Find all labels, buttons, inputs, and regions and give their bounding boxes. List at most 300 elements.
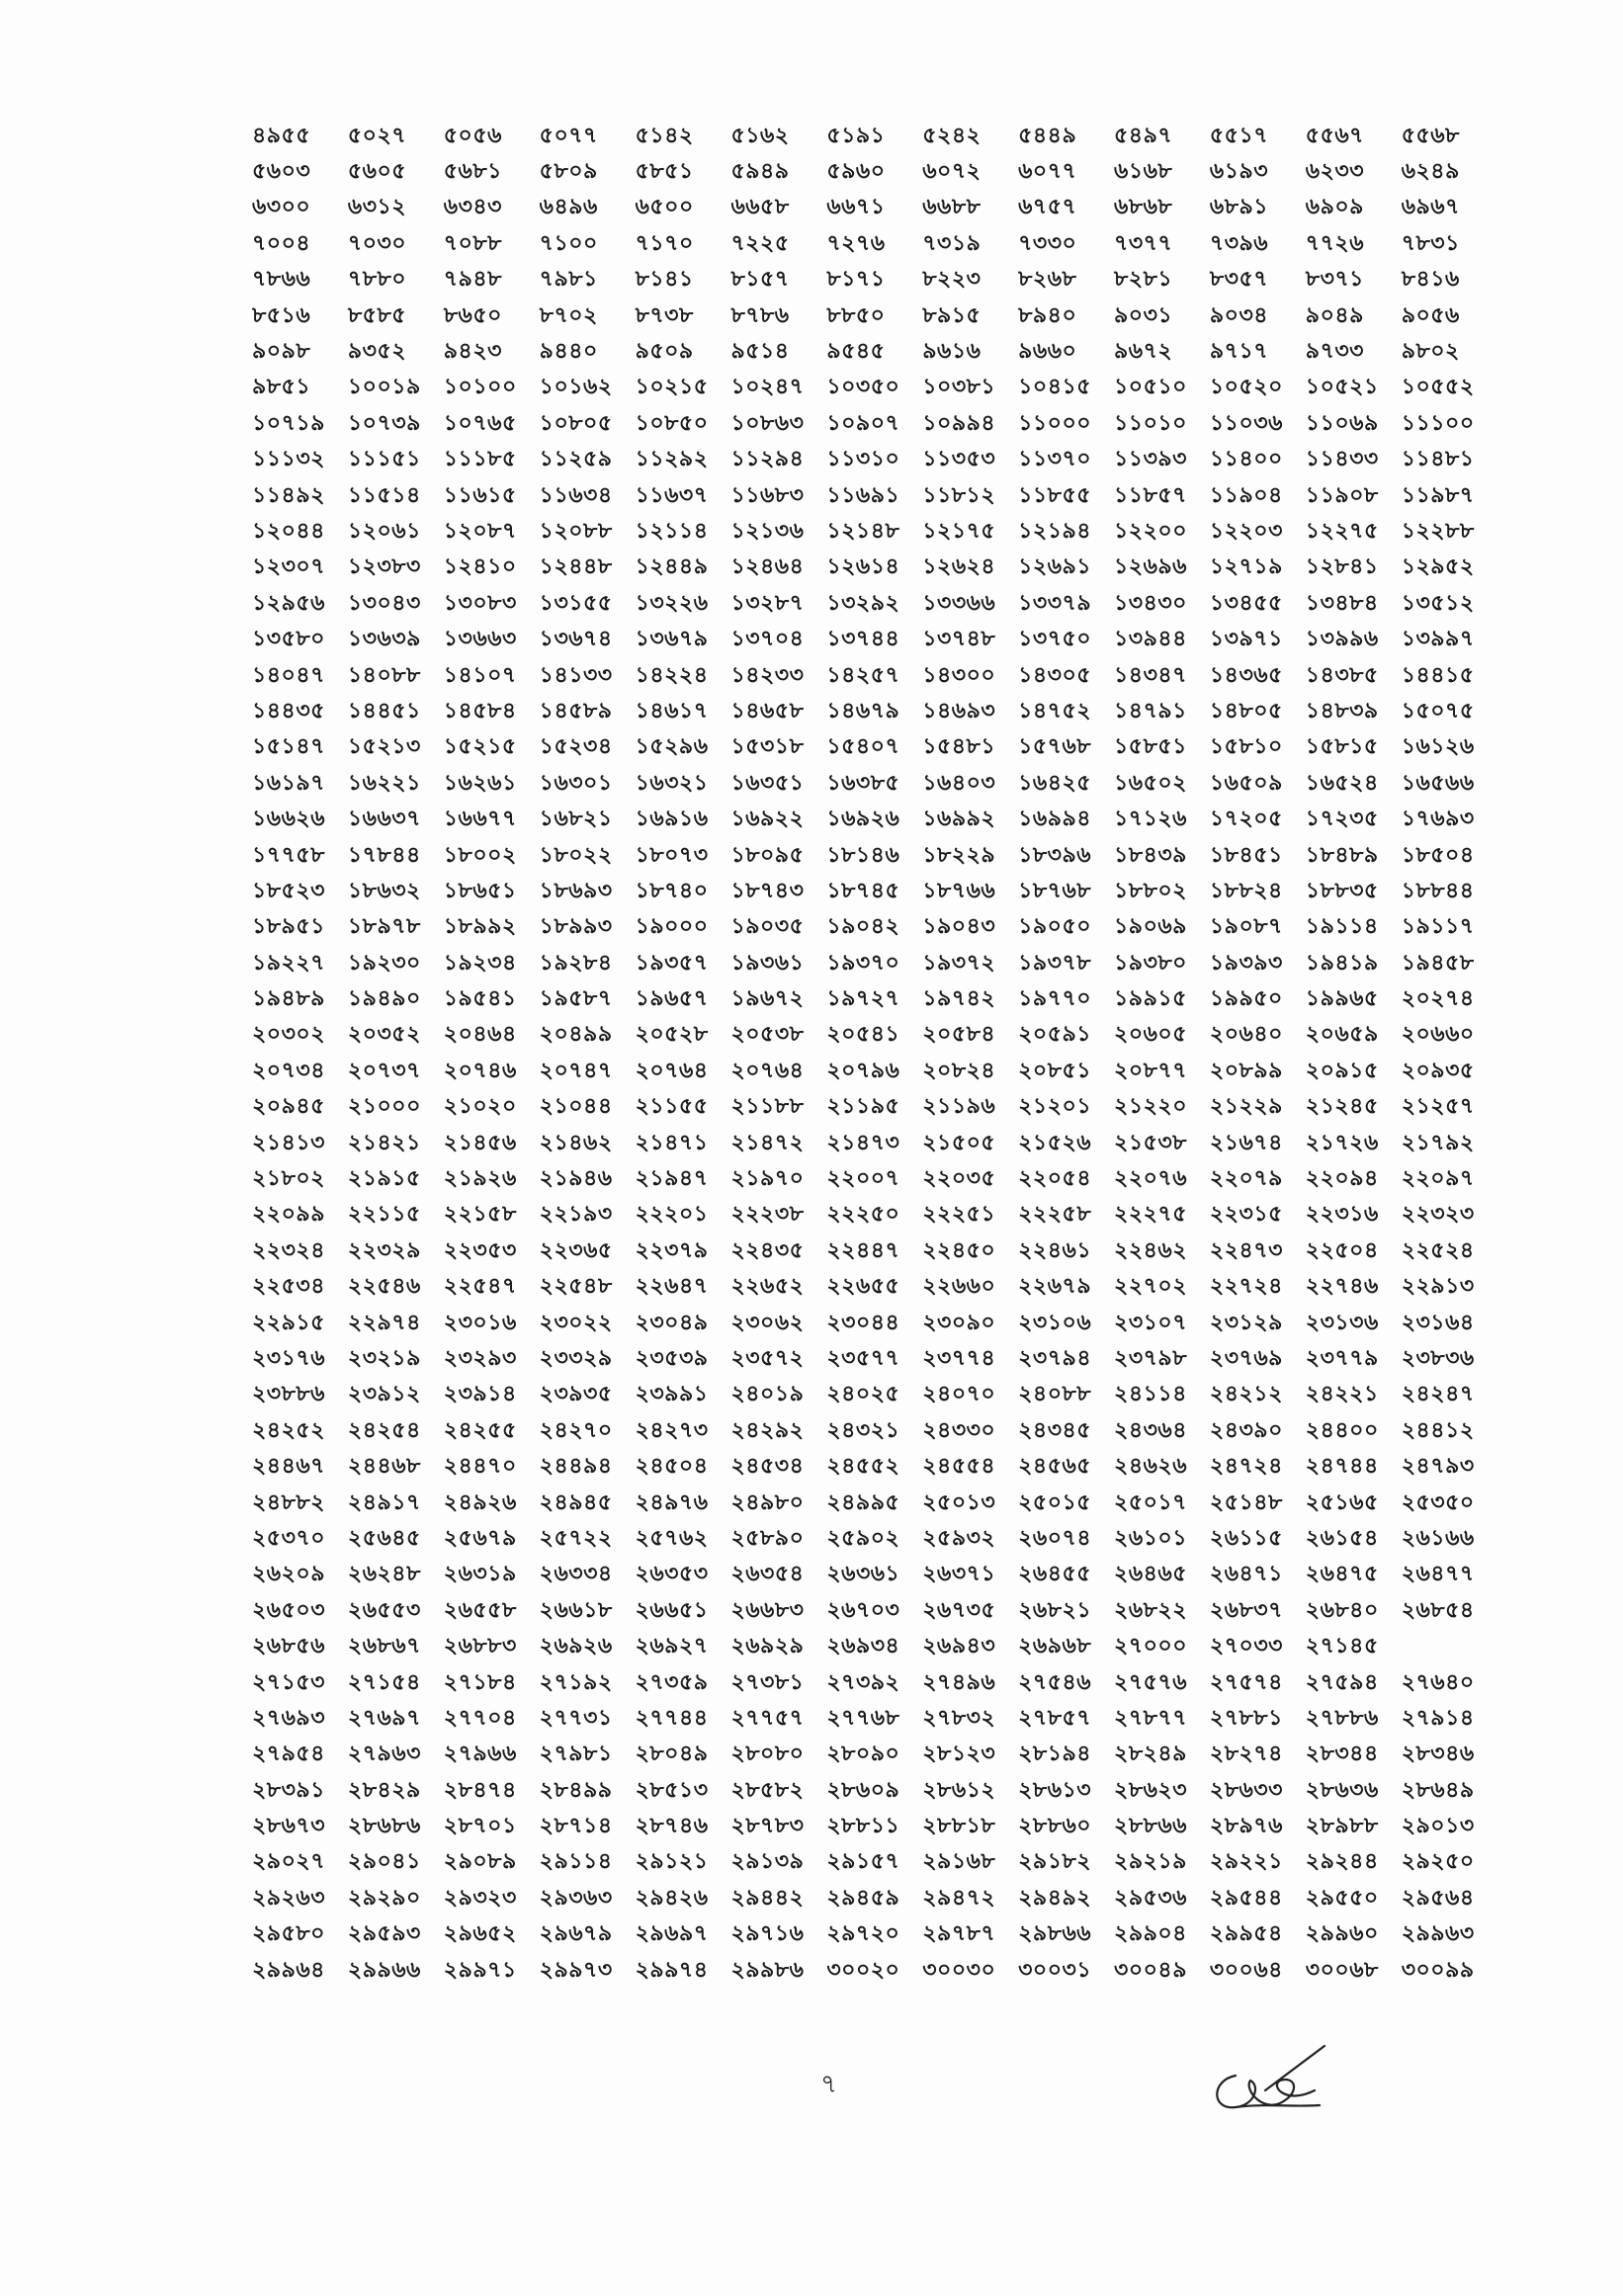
roll-number: ২৯৯৬৩ xyxy=(1401,1921,1475,1947)
roll-number: ২৮৮১৮ xyxy=(922,1814,996,1839)
roll-number: ২২৬৫৫ xyxy=(826,1274,900,1300)
roll-number: ২৮৫৮২ xyxy=(730,1777,805,1803)
roll-number: ৮৭৮৬ xyxy=(730,302,790,328)
roll-number: ২৩২১৯ xyxy=(347,1345,421,1371)
roll-number: ১১৯৮৭ xyxy=(1401,482,1475,508)
roll-number: ২৭৪৯৬ xyxy=(922,1669,996,1695)
roll-number: ১১৫১৪ xyxy=(347,482,421,508)
roll-number: ৮৪১৬ xyxy=(1401,267,1460,293)
roll-number: ২৯৭১৬ xyxy=(730,1921,805,1947)
roll-number: ২০৬৪০ xyxy=(1209,1022,1283,1048)
roll-number: ১৩৯৭১ xyxy=(1209,627,1283,652)
roll-number: ২২০০৭ xyxy=(826,1166,900,1192)
roll-number: ২৯৯৫৪ xyxy=(1209,1921,1283,1947)
roll-number: ২২১১৫ xyxy=(347,1202,421,1228)
roll-number: ১৩৩৬৬ xyxy=(922,590,996,616)
roll-number: ১০৫৫২ xyxy=(1401,375,1475,400)
roll-number: ১৯২৩০ xyxy=(347,950,421,976)
roll-number: ১২৮৪১ xyxy=(1305,554,1379,580)
roll-number: ৮১৭১ xyxy=(826,267,886,293)
roll-number: ২৩৭৭৯ xyxy=(1305,1345,1379,1371)
roll-number: ১৬৯২৬ xyxy=(826,807,900,832)
roll-number: ১৯১১৭ xyxy=(1401,914,1475,940)
roll-number: ২৪২৫৫ xyxy=(443,1417,517,1443)
roll-number: ১১১৮৫ xyxy=(443,447,517,472)
roll-number: ১৯৪৯০ xyxy=(347,986,421,1012)
roll-number: ২০৭৬৪ xyxy=(635,1058,709,1083)
roll-number: ২৭৩৫৯ xyxy=(635,1669,709,1695)
number-row xyxy=(252,1090,1497,1126)
roll-number: ১৬৫৬৬ xyxy=(1401,770,1475,796)
roll-number: ৯০৫৬ xyxy=(1401,302,1460,328)
roll-number: ২৯০১৩ xyxy=(1401,1814,1475,1839)
roll-number: ২৮৯৮৮ xyxy=(1305,1814,1379,1839)
roll-number: ১৫৪০৭ xyxy=(826,734,900,760)
roll-number: ২৯১২১ xyxy=(635,1849,709,1875)
roll-number: ২৯৭৮৭ xyxy=(922,1921,996,1947)
roll-number: ৬১৯৩ xyxy=(1209,159,1269,185)
roll-number: ২৭৫৭৬ xyxy=(1114,1669,1188,1695)
roll-number: ৬০৭২ xyxy=(922,159,982,185)
roll-number: ৮৩৫৭ xyxy=(1209,267,1269,293)
roll-number: ৯৭৩৩ xyxy=(1305,339,1364,365)
roll-number: ২০৫৪১ xyxy=(826,1022,900,1048)
roll-number: ৬৬৭১ xyxy=(826,195,886,220)
roll-number: ১৮১৪৬ xyxy=(826,842,900,868)
roll-number: ২৬৯৩৪ xyxy=(826,1634,900,1659)
number-row xyxy=(252,406,1497,442)
number-row xyxy=(252,1845,1497,1881)
roll-number: ১১২৯২ xyxy=(635,447,709,472)
roll-number: ২৩৭৯৮ xyxy=(1114,1345,1187,1371)
roll-number: ২৪২১২ xyxy=(1209,1382,1283,1407)
roll-number: ১১৮১২ xyxy=(922,482,996,508)
roll-number: ৭৩৯৬ xyxy=(1209,230,1269,256)
roll-number: ৭১০০ xyxy=(539,230,598,256)
roll-number: ২৬৮২১ xyxy=(1018,1597,1092,1623)
roll-number: ১৬৯৯২ xyxy=(922,807,996,832)
roll-number: ১১৪৮১ xyxy=(1401,447,1475,472)
roll-number: ২৪০৮৮ xyxy=(1018,1382,1092,1407)
roll-number: ২৯৬৭৯ xyxy=(539,1921,613,1947)
roll-number: ২৯৮৬৬ xyxy=(1018,1921,1092,1947)
roll-number: ১৪৫৮৪ xyxy=(443,698,517,723)
roll-number: ১৬৬৭৭ xyxy=(443,807,517,832)
roll-number: ২২২৫১ xyxy=(922,1202,996,1228)
roll-number: ২২৭২৪ xyxy=(1209,1274,1283,1300)
roll-number: ১৪৪৫১ xyxy=(347,698,421,723)
roll-number: ১১৩৯৩ xyxy=(1114,447,1187,472)
roll-number: ২৬৪৭১ xyxy=(1209,1562,1283,1587)
roll-number: ১৯০৩৫ xyxy=(730,914,805,940)
roll-number: ২৯৩৬৩ xyxy=(539,1885,613,1911)
number-row xyxy=(252,910,1497,946)
roll-number: ২১২২৯ xyxy=(1209,1094,1283,1120)
roll-number: ২২৫৪৮ xyxy=(539,1274,613,1300)
roll-number: ২০৮৫১ xyxy=(1018,1058,1092,1083)
roll-number: ১১৬৯১ xyxy=(826,482,900,508)
number-row xyxy=(252,191,1497,226)
roll-number: ৬৯০৯ xyxy=(1305,195,1364,220)
roll-number: ২১৭২৬ xyxy=(1305,1130,1379,1155)
roll-number: ২৩৮৮৬ xyxy=(252,1382,325,1407)
roll-number: ১৩৫৮০ xyxy=(252,627,325,652)
roll-number: ১১৯০৪ xyxy=(1209,482,1283,508)
roll-number: ১২৪৬৪ xyxy=(730,554,805,580)
roll-number: ২৯৪২৬ xyxy=(635,1885,709,1911)
roll-number: ২৩৯৩৫ xyxy=(539,1382,613,1407)
roll-number: ৫৮০৯ xyxy=(539,159,598,185)
roll-number: ১২১১৪ xyxy=(635,519,709,544)
roll-number: ২১৪৭৩ xyxy=(826,1130,900,1155)
roll-number: ২১৫৩৮ xyxy=(1114,1130,1187,1155)
roll-number: ৬২৩৩ xyxy=(1305,159,1365,185)
roll-number: ২৬৯২৯ xyxy=(730,1634,805,1659)
roll-number: ১৮৮৩৫ xyxy=(1305,878,1379,903)
roll-number: ২৬২৪৮ xyxy=(347,1562,421,1587)
number-row xyxy=(252,586,1497,622)
roll-number: ২৯৯৬৬ xyxy=(347,1957,421,1983)
number-row xyxy=(252,263,1497,298)
roll-number: ২৩৯৯১ xyxy=(635,1382,709,1407)
roll-number: ২৮৬০৯ xyxy=(826,1777,900,1803)
number-row xyxy=(252,226,1497,262)
roll-number: ২৩৩২৯ xyxy=(539,1345,613,1371)
roll-number: ২৮১২৩ xyxy=(922,1742,996,1767)
roll-number: ২৪৩৯০ xyxy=(1209,1417,1283,1443)
roll-number: ২৯৯৭৩ xyxy=(539,1957,613,1983)
roll-number: ২৬৮৪০ xyxy=(1305,1597,1379,1623)
roll-number: ৯০৩১ xyxy=(1114,302,1173,328)
roll-number: ২৩১০৬ xyxy=(1018,1310,1092,1335)
roll-number: ১৩৩৭৯ xyxy=(1018,590,1092,616)
roll-number: ২৭৬৯৭ xyxy=(347,1705,421,1731)
roll-number: ২৪২৫৪ xyxy=(347,1417,421,1443)
roll-number: ২১৮০২ xyxy=(252,1166,325,1192)
roll-number: ১২২০০ xyxy=(1114,519,1188,544)
roll-number: ২৬৪৭৫ xyxy=(1305,1562,1379,1587)
roll-number: ২৪৫৩৪ xyxy=(730,1454,805,1480)
roll-number: ২৮০৪৯ xyxy=(635,1742,709,1767)
roll-number: ৮২৮১ xyxy=(1114,267,1173,293)
roll-number: ১৪৩৮৫ xyxy=(1305,662,1379,688)
roll-number: ২৮৬৩৬ xyxy=(1305,1777,1379,1803)
roll-number: ২৯৯০৪ xyxy=(1114,1921,1187,1947)
roll-number: ২০৮৭৭ xyxy=(1114,1058,1188,1083)
number-row xyxy=(252,1738,1497,1773)
roll-number: ২৭৯৬৬ xyxy=(443,1742,517,1767)
roll-number: ২৬৪৭৭ xyxy=(1401,1562,1475,1587)
roll-number: ১৮৭৬৬ xyxy=(922,878,996,903)
roll-number: ২৪৯৮০ xyxy=(730,1489,805,1515)
roll-number: ১২৭১৯ xyxy=(1209,554,1283,580)
roll-number: ২৬২০৯ xyxy=(252,1562,325,1587)
roll-number: ২৭০৩৩ xyxy=(1209,1634,1283,1659)
roll-number: ২৪২৪৭ xyxy=(1401,1382,1475,1407)
roll-number: ৭৭২৬ xyxy=(1305,230,1365,256)
roll-number: ১৯৭২৭ xyxy=(826,986,900,1012)
roll-number: ২২৩১৫ xyxy=(1209,1202,1283,1228)
roll-number: ২২৬৫২ xyxy=(730,1274,805,1300)
roll-number: ২৮৪২৯ xyxy=(347,1777,421,1803)
roll-number: ২৭৩৮১ xyxy=(730,1669,805,1695)
roll-number: ১৪২৫৭ xyxy=(826,662,900,688)
roll-number: ২৮৩৪৪ xyxy=(1305,1742,1379,1767)
roll-number: ২৯১৬৮ xyxy=(922,1849,996,1875)
roll-number: ১৯৬৫৭ xyxy=(635,986,709,1012)
roll-number: ১১৬১৫ xyxy=(443,482,517,508)
roll-number: ২২০৭৯ xyxy=(1209,1166,1283,1192)
roll-number: ২৭৭৩১ xyxy=(539,1705,613,1731)
roll-number: ১৭৬৯৩ xyxy=(1401,807,1475,832)
roll-number: ২০৮২৪ xyxy=(922,1058,996,1083)
roll-number: ২০৯১৫ xyxy=(1305,1058,1379,1083)
roll-number: ২৮৬৮৬ xyxy=(347,1814,421,1839)
roll-number: ২২৪৬১ xyxy=(1018,1237,1092,1263)
roll-number: ৩০০৩১ xyxy=(1018,1957,1092,1983)
roll-number: ৮৩৭১ xyxy=(1305,267,1364,293)
roll-number: ২১১৫৫ xyxy=(635,1094,709,1120)
roll-number: ২২৫৩৪ xyxy=(252,1274,325,1300)
roll-number: ১২৬১৪ xyxy=(826,554,900,580)
roll-number: ১৪৬৭৯ xyxy=(826,698,900,723)
roll-number: ৫৬৮১ xyxy=(443,159,502,185)
roll-number: ১৩৬৩৯ xyxy=(347,627,421,652)
roll-number: ১০৮৬৩ xyxy=(730,410,805,436)
roll-number: ২৯২৯০ xyxy=(347,1885,421,1911)
number-row xyxy=(252,658,1497,694)
roll-number: ২৬৮৩৭ xyxy=(1209,1597,1283,1623)
roll-number: ৬৩৪৩ xyxy=(443,195,502,220)
roll-number: ২০৭৪৬ xyxy=(443,1058,517,1083)
roll-number: ২৭১৯২ xyxy=(539,1669,613,1695)
roll-number: ২৪৭২৪ xyxy=(1209,1454,1283,1480)
roll-number: ২১০০০ xyxy=(347,1094,421,1120)
roll-number: ২৪৩৬৪ xyxy=(1114,1417,1187,1443)
roll-number: ২৪৫৫৪ xyxy=(922,1454,996,1480)
roll-number: ২২৪৫০ xyxy=(922,1237,996,1263)
roll-number: ৭৮৮০ xyxy=(347,267,407,293)
roll-number: ১২০৪৪ xyxy=(252,519,325,544)
roll-number: ২১১৮৮ xyxy=(730,1094,805,1120)
roll-number: ২৩০৪৯ xyxy=(635,1310,709,1335)
roll-number: ৮১৫৭ xyxy=(730,267,790,293)
number-row xyxy=(252,1413,1497,1449)
roll-number: ২৩১২৯ xyxy=(1209,1310,1283,1335)
roll-number: ১৪৩০০ xyxy=(922,662,996,688)
roll-number: ১৮৯৫১ xyxy=(252,914,325,940)
roll-number: ২৯৭২০ xyxy=(826,1921,900,1947)
number-row xyxy=(252,981,1497,1017)
roll-number: ৯৫৪৫ xyxy=(826,339,886,365)
roll-number: ১৯০৪২ xyxy=(826,914,900,940)
roll-number: ২৪৩২১ xyxy=(826,1417,900,1443)
roll-number: ২৬৮৮৩ xyxy=(443,1634,517,1659)
roll-number: ২২৭৪৬ xyxy=(1305,1274,1379,1300)
roll-number: ১৩৪৮৪ xyxy=(1305,590,1379,616)
roll-number: ২২৬৭৯ xyxy=(1018,1274,1092,1300)
number-row xyxy=(252,1558,1497,1593)
roll-number: ২০৫২৮ xyxy=(635,1022,709,1048)
roll-number: ২২২৫৮ xyxy=(1018,1202,1092,1228)
roll-number: ২১৪৬২ xyxy=(539,1130,613,1155)
roll-number: ২৮৭১৪ xyxy=(539,1814,613,1839)
roll-number: ২২৭০২ xyxy=(1114,1274,1188,1300)
roll-number: ২৯৫৮০ xyxy=(252,1921,325,1947)
number-row xyxy=(252,766,1497,802)
roll-number: ১৫৮১৫ xyxy=(1305,734,1379,760)
roll-number: ১৯২৮৪ xyxy=(539,950,613,976)
roll-number: ২৭১৫৩ xyxy=(252,1669,325,1695)
roll-number: ২৮৭৪৬ xyxy=(635,1814,709,1839)
roll-number: ২০৭৪৭ xyxy=(539,1058,613,1083)
roll-number: ২৪৯৯৫ xyxy=(826,1489,900,1515)
roll-number: ২২৫২৪ xyxy=(1401,1237,1475,1263)
roll-number: ২৭৬৪০ xyxy=(1401,1669,1475,1695)
roll-number: ৮৭৩৮ xyxy=(635,302,694,328)
roll-number: ১৮৮২৪ xyxy=(1209,878,1283,903)
roll-number: ১১৪৩৩ xyxy=(1305,447,1379,472)
roll-number: ২৬৩৭১ xyxy=(922,1562,996,1587)
roll-number: ৬৬৫৮ xyxy=(730,195,790,220)
roll-number: ২৩০২২ xyxy=(539,1310,613,1335)
roll-number: ২৯১৮২ xyxy=(1018,1849,1092,1875)
roll-number: ১০৪১৫ xyxy=(1018,375,1092,400)
roll-number: ২৬৬৫১ xyxy=(635,1597,709,1623)
number-row xyxy=(252,1917,1497,1953)
roll-number: ২৯৯৭৪ xyxy=(635,1957,709,1983)
roll-number: ২২০৯৭ xyxy=(1401,1166,1475,1192)
roll-number: ১৯৪৮৯ xyxy=(252,986,325,1012)
roll-number: ১১২৫৯ xyxy=(539,447,613,472)
roll-number: ১৬৩৮৫ xyxy=(826,770,900,796)
roll-number: ১৫৮১০ xyxy=(1209,734,1283,760)
roll-number: ২২২৫০ xyxy=(826,1202,900,1228)
roll-number: ৮৯১৫ xyxy=(922,302,982,328)
roll-number-grid xyxy=(252,119,1497,1989)
roll-number: ২৩০১৬ xyxy=(443,1310,517,1335)
roll-number: ১৬৫০৯ xyxy=(1209,770,1283,796)
roll-number: ২৪১১৪ xyxy=(1114,1382,1187,1407)
roll-number: ২৮৬১৩ xyxy=(1018,1777,1092,1803)
number-row xyxy=(252,802,1497,837)
roll-number: ৯৩৫২ xyxy=(347,339,407,365)
number-row xyxy=(252,1809,1497,1844)
roll-number: ৯৪২৩ xyxy=(443,339,502,365)
roll-number: ২৯২৬৩ xyxy=(252,1885,325,1911)
roll-number: ২৯৪৯২ xyxy=(1018,1885,1092,1911)
roll-number: ১৪২২৪ xyxy=(635,662,709,688)
roll-number: ৯৭১৭ xyxy=(1209,339,1269,365)
roll-number: ২০৬৬০ xyxy=(1401,1022,1475,1048)
roll-number: ১২৬৯১ xyxy=(1018,554,1092,580)
number-row xyxy=(252,1161,1497,1197)
roll-number: ২২২৭৫ xyxy=(1114,1202,1188,1228)
roll-number: ১৯৯৫০ xyxy=(1209,986,1283,1012)
roll-number: ২৭৬৯৩ xyxy=(252,1705,325,1731)
roll-number: ৭৮৬৬ xyxy=(252,267,311,293)
roll-number: ৯০৩৪ xyxy=(1209,302,1269,328)
roll-number: ২২৫৪৭ xyxy=(443,1274,517,1300)
roll-number: ২৪৪৬৮ xyxy=(347,1454,421,1480)
roll-number: ২৭৭০৪ xyxy=(443,1705,517,1731)
roll-number: ২১৯৪৭ xyxy=(635,1166,709,1192)
roll-number: ২৫৭২২ xyxy=(539,1525,613,1551)
roll-number: ৪৯৫৫ xyxy=(252,123,311,148)
roll-number: ৬৮৯১ xyxy=(1209,195,1269,220)
roll-number: ১৬৯২২ xyxy=(730,807,805,832)
roll-number: ১৩৬৬৩ xyxy=(443,627,517,652)
roll-number: ২৩৯১২ xyxy=(347,1382,421,1407)
roll-number: ২২৩২৪ xyxy=(252,1237,325,1263)
roll-number: ৫০৫৬ xyxy=(443,123,502,148)
roll-number: ২৮২৪৯ xyxy=(1114,1742,1187,1767)
roll-number: ২৬৩১৯ xyxy=(443,1562,517,1587)
number-row xyxy=(252,1486,1497,1521)
roll-number: ২১২০১ xyxy=(1018,1094,1092,1120)
roll-number: ২৮৭০১ xyxy=(443,1814,517,1839)
roll-number: ২১২৫৭ xyxy=(1401,1094,1475,1120)
roll-number: ১৫২৯৬ xyxy=(635,734,709,760)
roll-number: ৭৩১৯ xyxy=(922,230,982,256)
roll-number: ৭৯৮১ xyxy=(539,267,598,293)
roll-number: ২৯২১৯ xyxy=(1114,1849,1187,1875)
number-row xyxy=(252,478,1497,514)
roll-number: ১৩৯৯৭ xyxy=(1401,627,1475,652)
roll-number: ২৪৪৯৪ xyxy=(539,1454,613,1480)
roll-number: ২০৭৯৬ xyxy=(826,1058,900,1083)
roll-number: ১৪১৩৩ xyxy=(539,662,613,688)
roll-number: ১৬৪০৩ xyxy=(922,770,996,796)
roll-number: ২৫৯০২ xyxy=(826,1525,900,1551)
roll-number: ২৬৯২৭ xyxy=(635,1634,709,1659)
roll-number: ১৯২২৭ xyxy=(252,950,325,976)
roll-number: ১২১৩৬ xyxy=(730,519,805,544)
number-row xyxy=(252,622,1497,657)
roll-number: ২৫৬৭৯ xyxy=(443,1525,517,1551)
roll-number: ২৭৮৩২ xyxy=(922,1705,996,1731)
roll-number: ১৬৩২১ xyxy=(635,770,709,796)
roll-number: ১৬৩৫১ xyxy=(730,770,805,796)
roll-number: ২৭৫৪৬ xyxy=(1018,1669,1092,1695)
roll-number: ২৩৭৭৪ xyxy=(922,1345,996,1371)
roll-number: ২৪৪১২ xyxy=(1401,1417,1475,1443)
roll-number: ২৬৬৮৩ xyxy=(730,1597,805,1623)
roll-number: ২৪৩৪৫ xyxy=(1018,1417,1092,1443)
roll-number: ১০৯০৭ xyxy=(826,410,900,436)
number-row xyxy=(252,1054,1497,1089)
signature-icon xyxy=(1206,2036,1334,2125)
roll-number: ২৯৯৮৬ xyxy=(730,1957,805,1983)
roll-number: ১৩৪৫৫ xyxy=(1209,590,1283,616)
roll-number: ২৬৩৫৩ xyxy=(635,1562,709,1587)
roll-number: ২৭৭৬৮ xyxy=(826,1705,900,1731)
roll-number: ৬২৪৯ xyxy=(1401,159,1460,185)
roll-number: ২২৪৭৩ xyxy=(1209,1237,1283,1263)
roll-number: ২০৫৩৮ xyxy=(730,1022,805,1048)
roll-number: ৬৩১২ xyxy=(347,195,407,220)
roll-number: ১৫২৩৪ xyxy=(539,734,613,760)
roll-number: ১৭১২৬ xyxy=(1114,807,1187,832)
roll-number: ২৬৭৩৫ xyxy=(922,1597,996,1623)
roll-number: ১৪৬৫৮ xyxy=(730,698,805,723)
roll-number: ১২১৭৫ xyxy=(922,519,996,544)
roll-number: ১৮৪৫১ xyxy=(1209,842,1283,868)
roll-number: ২৪৭৯৩ xyxy=(1401,1454,1475,1480)
roll-number: ২৭৯১৪ xyxy=(1401,1705,1475,1731)
roll-number: ১৫২১৫ xyxy=(443,734,517,760)
roll-number: ১৯২৩৪ xyxy=(443,950,517,976)
